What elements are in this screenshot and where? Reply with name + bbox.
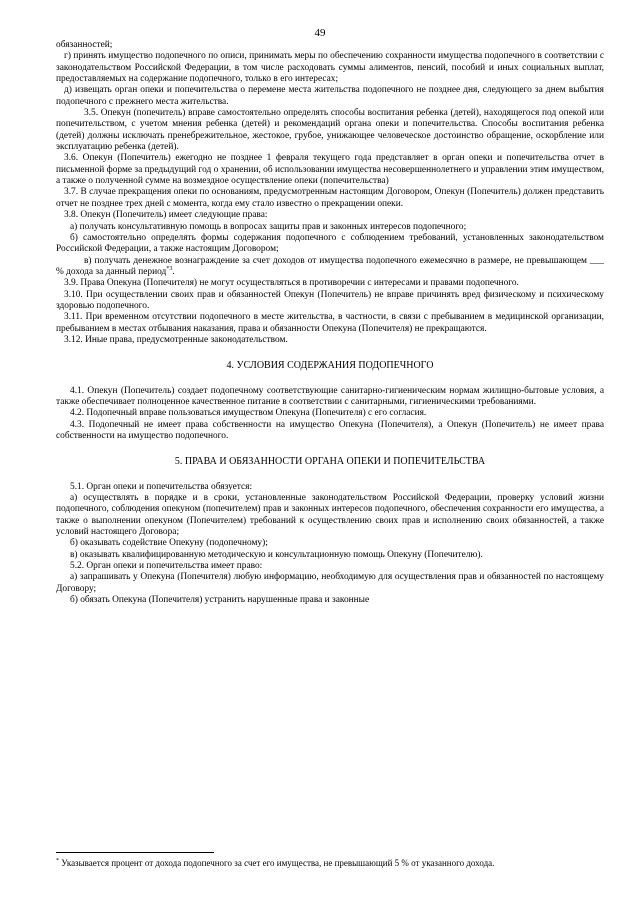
footnote-text: Указывается процент от дохода подопечного за счет его имущества, не превышающий 5 % от указанного дохода. bbox=[61, 858, 495, 868]
paragraph: а) осуществлять в порядке и в сроки, установленные законодательством Российской Федерации, проверку условий жизни подопечного, соблюдения опекуном (попечителем) прав и законных интересов подопечного, обеспечения сохранности его имущества, а также о выполнении опекуном (Попечителем) требований к осуществлению своих прав и исполнению своих обязанностей, а также условий настоящего Договора; bbox=[56, 493, 604, 538]
footnote-marker: * bbox=[56, 858, 59, 864]
paragraph: 3.6. Опекун (Попечитель) ежегодно не позднее 1 февраля текущего года представляет в орган опеки и попечительства отчет в письменной форме за предыдущий год о хранении, об использовании имущества несовершеннолетнего и управлении этим имуществом, а также о полученной сумме на возмездное осуществление опеки (попечительства) bbox=[56, 153, 604, 187]
spacer bbox=[56, 442, 604, 456]
paragraph: 3.11. При временном отсутствии подопечного в месте жительства, в частности, в связи с пребыванием в медицинской организации, пребыванием в местах отбывания наказания, права и обязанности Опекуна (Попечителя) не прекращаются. bbox=[56, 312, 604, 334]
footnote-reference: *3 bbox=[166, 265, 173, 272]
paragraph: 3.12. Иные права, предусмотренные законодательством. bbox=[64, 334, 288, 345]
paragraph: 4.3. Подопечный не имеет права собственности на имущество Опекуна (Попечителя), а Опекун (Попечитель) не имеет права собственности на имущество подопечного. bbox=[56, 419, 604, 441]
paragraph: д) извещать орган опеки и попечительства о перемене места жительства подопечного не позднее дня, следующего за днем выбытия подопечного с прежнего места жительства. bbox=[56, 85, 604, 107]
paragraph: обязанностей; bbox=[56, 40, 113, 50]
paragraph: в) получать денежное вознаграждение за счет доходов от имущества подопечного ежемесячно в размере, не превышающем ___ % дохода за данный период$^{*3}$. bbox=[56, 255, 604, 277]
paragraph: а) запрашивать у Опекуна (Попечителя) любую информацию, необходимую для осуществления прав и обязанностей по настоящему Договору; bbox=[56, 572, 604, 594]
paragraph: г) принять имущество подопечного по описи, принимать меры по обеспечению сохранности имущества подопечного в соответствии с законодательством Российской Федерации, в том числе расходовать суммы алиментов, пенсий, пособий и иных социальных выплат, предоставляемых на содержание подопечного, только в его интересах; bbox=[56, 51, 604, 85]
paragraph: б) самостоятельно определять формы содержания подопечного с соблюдением требований, установленных законодательством Российской Федерации, а также настоящим Договором; bbox=[56, 232, 604, 255]
paragraph: 3.5. Опекун (попечитель) вправе самостоятельно определять способы воспитания ребенка (детей), находящегося под опекой или попечительством, с учетом мнения ребенка (детей) и рекомендаций органа опеки и попечительства. Способы воспитания ребенка (детей) должны исключать пренебрежительное, жестокое, грубое, унижающее человеческое достоинство обращение, оскорбление или эксплуатацию ребенка (детей). bbox=[56, 108, 604, 153]
spacer bbox=[56, 468, 604, 482]
paragraph: 3.7. В случае прекращения опеки по основаниям, предусмотренным настоящим Договором, Опекун (Попечитель) должен представить отчет не позднее трех дней с момента, когда ему стало известно о прекращении опеки. bbox=[56, 187, 604, 209]
paragraph: а) получать консультативную помощь в вопросах защиты прав и законных интересов подопечного; bbox=[70, 221, 467, 232]
paragraph: б) оказывать содействие Опекуну (подопечному); bbox=[70, 538, 268, 549]
spacer bbox=[56, 346, 604, 360]
paragraph: 4.1. Опекун (Попечитель) создает подопечному соответствующие санитарно-гигиеническим нормам жилищно-бытовые условия, а также обеспечивает полноценное качественное питание в соответствии с санитарными, гигиеническими требованиями. bbox=[56, 385, 604, 407]
page-number: 49 bbox=[314, 27, 326, 39]
section-heading: 5. ПРАВА И ОБЯЗАННОСТИ ОРГАНА ОПЕКИ И ПОПЕЧИТЕЛЬСТВА bbox=[174, 456, 486, 468]
paragraph: 3.9. Права Опекуна (Попечителя) не могут осуществляться в противоречии с интересами и правами подопечного. bbox=[64, 278, 519, 289]
paragraph: 3.8. Опекун (Попечитель) имеет следующие права: bbox=[64, 210, 268, 221]
footnote-divider bbox=[56, 852, 214, 853]
paragraph: 5.2. Орган опеки и попечительства имеет право: bbox=[70, 561, 263, 572]
paragraph: 4.2. Подопечный вправе пользоваться имуществом Опекуна (Попечителя) с его согласия. bbox=[70, 408, 427, 419]
paragraph-text: в) получать денежное вознаграждение за счет доходов от имущества подопечного ежемесячно в размере, не превышающем ___ % дохода за данный период bbox=[56, 255, 604, 277]
paragraph: 5.1. Орган опеки и попечительства обязуется: bbox=[70, 481, 253, 492]
section-heading: 4. УСЛОВИЯ СОДЕРЖАНИЯ ПОДОПЕЧНОГО bbox=[226, 360, 434, 372]
paragraph: в) оказывать квалифицированную методическую и консультационную помощь Опекуну (Попечителю). bbox=[70, 549, 483, 560]
spacer bbox=[56, 372, 604, 386]
footnote bbox=[56, 858, 604, 869]
document-body bbox=[56, 40, 604, 606]
paragraph: 3.10. При осуществлении своих прав и обязанностей Опекун (Попечитель) не вправе причинять вред физическому и психическому здоровью подопечного. bbox=[56, 289, 604, 311]
paragraph: б) обязать Опекуна (Попечителя) устранить нарушенные права и законные bbox=[70, 595, 370, 606]
